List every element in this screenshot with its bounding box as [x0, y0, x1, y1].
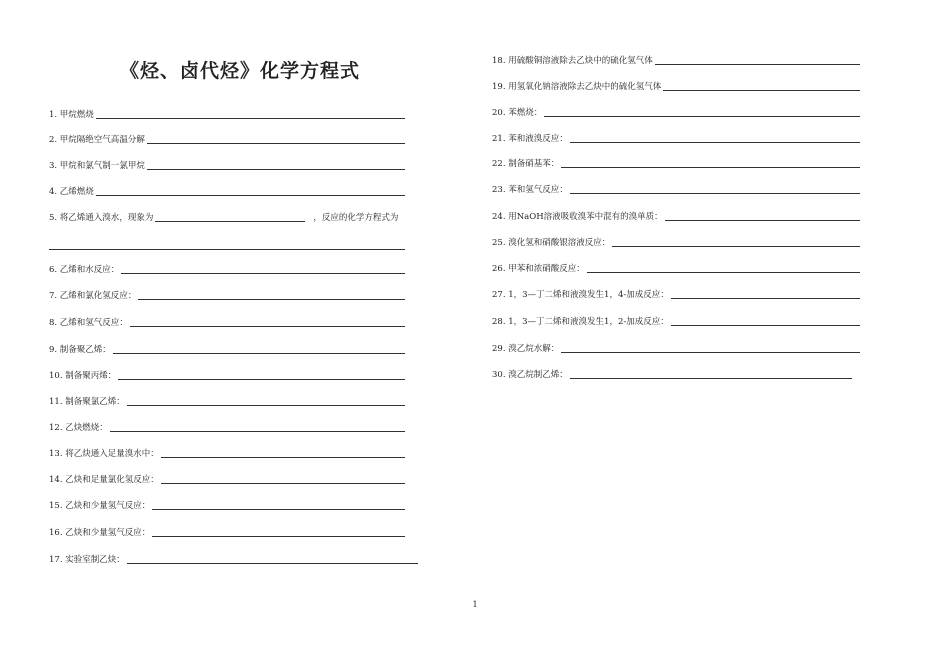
- answer-blank[interactable]: [147, 134, 405, 144]
- left-question-6: [49, 263, 405, 275]
- left-question-15: [49, 499, 405, 511]
- question-text-continued: ，反应的化学方程式为: [313, 213, 399, 223]
- right-question-6: [492, 183, 860, 195]
- right-question-13: [492, 368, 852, 380]
- question-text: 12. 乙炔燃烧：: [49, 423, 108, 433]
- question-text: 10. 制备聚丙烯：: [49, 371, 117, 381]
- question-text: 29. 溴乙烷水解：: [492, 344, 560, 354]
- right-question-10: [492, 288, 860, 300]
- left-question-5: [49, 211, 405, 223]
- question-text: 3. 甲烷和氯气制一氯甲烷: [49, 161, 145, 171]
- answer-blank[interactable]: [147, 160, 405, 170]
- answer-blank[interactable]: [130, 317, 405, 327]
- left-question-10: [49, 369, 405, 381]
- answer-blank[interactable]: [655, 55, 860, 65]
- right-question-2: [492, 80, 860, 92]
- question-text: 9. 制备聚乙烯：: [49, 345, 111, 355]
- answer-blank[interactable]: [152, 527, 405, 537]
- question-text: 17. 实验室制乙炔：: [49, 555, 125, 565]
- left-question-7: [49, 289, 405, 301]
- page-number: 1: [472, 600, 478, 609]
- question-text: 26. 甲苯和浓硝酸反应：: [492, 264, 585, 274]
- answer-blank[interactable]: [671, 316, 860, 326]
- right-question-7: [492, 210, 860, 222]
- question-text: 23. 苯和氢气反应：: [492, 185, 568, 195]
- question-text: 16. 乙炔和少量氢气反应：: [49, 528, 151, 538]
- left-question-4: [49, 185, 405, 197]
- answer-blank[interactable]: [161, 474, 405, 484]
- answer-blank[interactable]: [587, 263, 860, 273]
- question-text: 27. 1，3—丁二烯和液溴发生1，4-加成反应：: [492, 290, 669, 300]
- question-text: 22. 制备硝基苯：: [492, 159, 560, 169]
- left-question-16: [49, 526, 405, 538]
- answer-blank[interactable]: [161, 448, 405, 458]
- question-text: 4. 乙烯燃烧: [49, 187, 94, 197]
- right-question-12: [492, 342, 860, 354]
- question-text: 1. 甲烷燃烧: [49, 110, 94, 120]
- left-question-14: [49, 473, 405, 485]
- question-text: 2. 甲烷隔绝空气高温分解: [49, 135, 145, 145]
- question-text: 13. 将乙炔通入足量溴水中：: [49, 449, 159, 459]
- question-text: 21. 苯和液溴反应：: [492, 134, 568, 144]
- question-text: 30. 溴乙烷制乙烯：: [492, 370, 568, 380]
- question-text: 6. 乙烯和水反应：: [49, 265, 120, 275]
- left-question-13: [49, 447, 405, 459]
- question-text: 18. 用硫酸铜溶液除去乙炔中的硫化氢气体: [492, 56, 653, 66]
- question-text: 25. 溴化氢和硝酸银溶液反应：: [492, 238, 611, 248]
- right-question-3: [492, 106, 860, 118]
- page-title: 《烃、卤代烃》化学方程式: [119, 60, 360, 82]
- answer-blank[interactable]: [612, 237, 860, 247]
- left-question-12: [49, 421, 405, 433]
- answer-blank[interactable]: [570, 184, 860, 194]
- answer-blank[interactable]: [570, 133, 860, 143]
- question-text: 24. 用NaOH溶液吸收溴苯中混有的溴单质：: [492, 212, 663, 222]
- left-question-1: [49, 108, 405, 120]
- right-question-8: [492, 236, 860, 248]
- left-question-8: [49, 316, 405, 328]
- question-text: 8. 乙烯和氢气反应：: [49, 318, 128, 328]
- answer-blank[interactable]: [671, 289, 860, 299]
- left-question-3: [49, 159, 405, 171]
- answer-blank[interactable]: [113, 344, 405, 354]
- question-text: 20. 苯燃烧：: [492, 108, 543, 118]
- answer-blank[interactable]: [561, 343, 860, 353]
- right-question-11: [492, 315, 860, 327]
- left-question-2: [49, 133, 405, 145]
- right-question-9: [492, 262, 860, 274]
- question-text: 19. 用氢氧化钠溶液除去乙炔中的硫化氢气体: [492, 82, 662, 92]
- answer-blank[interactable]: [121, 264, 405, 274]
- answer-blank[interactable]: [155, 212, 305, 222]
- answer-blank[interactable]: [138, 290, 405, 300]
- question-text: 14. 乙炔和足量氯化氢反应：: [49, 475, 159, 485]
- answer-blank[interactable]: [96, 109, 405, 119]
- answer-blank[interactable]: [152, 500, 405, 510]
- answer-blank[interactable]: [570, 369, 852, 379]
- answer-blank-full-line[interactable]: [49, 249, 405, 250]
- left-question-11: [49, 395, 405, 407]
- answer-blank[interactable]: [665, 211, 860, 221]
- answer-blank[interactable]: [663, 81, 860, 91]
- answer-blank[interactable]: [127, 396, 405, 406]
- answer-blank[interactable]: [96, 186, 405, 196]
- answer-blank[interactable]: [544, 107, 860, 117]
- question-text: 5. 将乙烯通入溴水，现象为: [49, 213, 154, 223]
- answer-blank[interactable]: [118, 370, 405, 380]
- left-question-17: [49, 553, 418, 565]
- question-text: 28. 1，3—丁二烯和液溴发生1，2-加成反应：: [492, 317, 669, 327]
- right-question-4: [492, 132, 860, 144]
- answer-blank[interactable]: [127, 554, 418, 564]
- answer-blank[interactable]: [561, 158, 860, 168]
- right-question-5: [492, 157, 860, 169]
- answer-blank[interactable]: [110, 422, 405, 432]
- right-question-1: [492, 54, 860, 66]
- question-text: 7. 乙烯和氯化氢反应：: [49, 291, 137, 301]
- question-text: 11. 制备聚氯乙烯：: [49, 397, 125, 407]
- question-text: 15. 乙炔和少量氢气反应：: [49, 501, 151, 511]
- left-question-9: [49, 343, 405, 355]
